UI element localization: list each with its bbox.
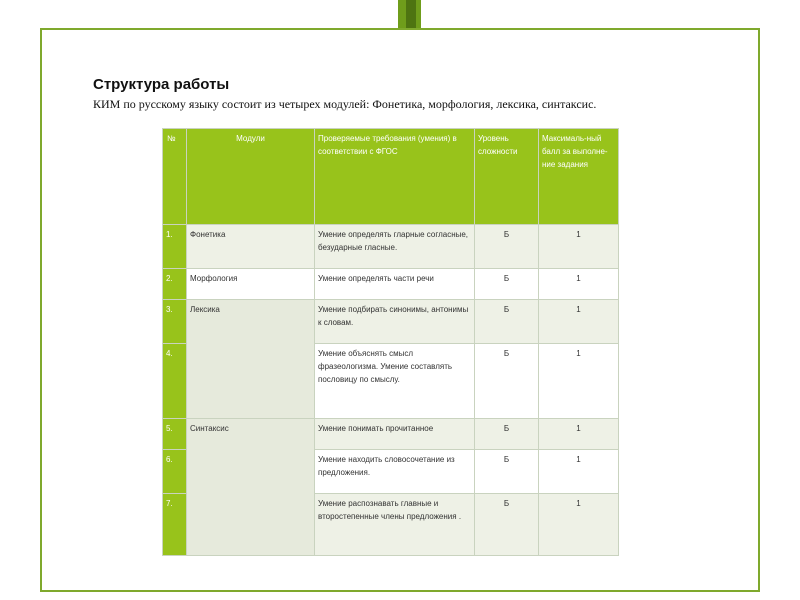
- table-header-row: [163, 129, 619, 225]
- row-module: Фонетика: [187, 225, 315, 269]
- row-module: Лексика: [187, 300, 315, 419]
- row-number: 7.: [163, 494, 187, 556]
- header-number: №: [163, 129, 187, 225]
- row-requirement: Умение определять части речи: [315, 269, 475, 300]
- row-number: 6.: [163, 450, 187, 494]
- header-requirement: Проверяемые требования (умения) в соответствии с ФГОС: [315, 129, 475, 225]
- row-level: Б: [475, 419, 539, 450]
- row-requirement: Умение распознавать главные и второстепенные члены предложения .: [315, 494, 475, 556]
- row-number: 3.: [163, 300, 187, 344]
- table-row: [163, 300, 619, 344]
- row-number: 4.: [163, 344, 187, 419]
- row-level: Б: [475, 344, 539, 419]
- row-requirement: Умение определять гларные согласные, безударные гласные.: [315, 225, 475, 269]
- structure-table: [162, 128, 619, 556]
- row-requirement: Умение находить словосочетание из предложения.: [315, 450, 475, 494]
- row-level: Б: [475, 269, 539, 300]
- slide-subtitle: КИМ по русскому языку состоит из четырех модулей: Фонетика, морфология, лексика, синтаксис.: [93, 97, 597, 111]
- row-score: 1: [539, 300, 619, 344]
- row-level: Б: [475, 225, 539, 269]
- row-level: Б: [475, 300, 539, 344]
- row-number: 1.: [163, 225, 187, 269]
- row-score: 1: [539, 450, 619, 494]
- row-level: Б: [475, 494, 539, 556]
- row-requirement: Умение подбирать синонимы, антонимы к словам.: [315, 300, 475, 344]
- row-number: 2.: [163, 269, 187, 300]
- row-module: Морфология: [187, 269, 315, 300]
- table-row: [163, 419, 619, 450]
- row-score: 1: [539, 269, 619, 300]
- row-requirement: Умение объяснять смысл фразеологизма. Умение составлять пословицу по смыслу.: [315, 344, 475, 419]
- header-level: Уровень сложности: [475, 129, 539, 225]
- slide-title: Структура работы: [93, 76, 230, 93]
- row-score: 1: [539, 225, 619, 269]
- row-score: 1: [539, 419, 619, 450]
- row-score: 1: [539, 494, 619, 556]
- row-module: Синтаксис: [187, 419, 315, 556]
- row-level: Б: [475, 450, 539, 494]
- header-module: Модули: [187, 129, 315, 225]
- row-score: 1: [539, 344, 619, 419]
- header-max-score: Максималь-ный балл за выполне-ние задания: [539, 129, 619, 225]
- row-number: 5.: [163, 419, 187, 450]
- table-row: [163, 269, 619, 300]
- table-row: [163, 225, 619, 269]
- row-requirement: Умение понимать прочитанное: [315, 419, 475, 450]
